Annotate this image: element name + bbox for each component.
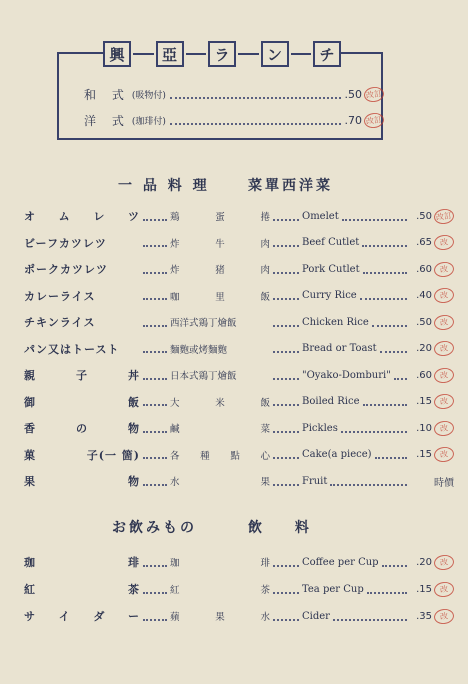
item-name-jp-part: 親 <box>24 369 36 382</box>
revision-stamp: 改 <box>433 446 455 464</box>
leader-dots <box>375 450 407 459</box>
item-name-alt-part: 牛 <box>215 238 225 250</box>
leader-dots <box>382 558 407 567</box>
item-name-jp-part: レ <box>93 210 106 223</box>
item-name-jp <box>24 314 140 330</box>
item-name-alt-part: 炸 <box>170 265 180 276</box>
item-name-jp-part: 香 <box>24 422 36 435</box>
item-name-alt <box>170 474 270 488</box>
item-name-alt-part: 紅 <box>170 585 180 596</box>
item-name-alt <box>170 209 270 223</box>
item-name-jp-part: オ <box>24 210 36 223</box>
item-name-alt <box>170 262 270 276</box>
item-name-alt-part: 咖 <box>170 291 180 303</box>
item-name-jp <box>24 394 140 410</box>
item-price <box>410 582 454 597</box>
item-price <box>410 288 454 303</box>
drinks-heading: お飲みもの <box>112 520 197 536</box>
leader-dots <box>273 371 299 380</box>
item-name-alt <box>170 342 270 356</box>
item-price-value: .10 <box>416 422 432 434</box>
item-name-alt-part: 蛋 <box>215 212 225 223</box>
item-name-alt <box>170 368 270 382</box>
leader-dots <box>362 238 407 247</box>
set-price: .50 <box>344 87 362 101</box>
revision-stamp: 改 <box>433 260 455 278</box>
leader-dots <box>273 424 299 433</box>
menu-item-row <box>24 260 454 278</box>
item-name-jp <box>24 288 140 304</box>
item-name-alt-part: 飯 <box>260 397 270 409</box>
item-name-alt-part: 肉 <box>260 238 270 250</box>
item-name-alt-part: 日本式鶏丁燴飯 <box>170 371 237 382</box>
leader-dots <box>380 344 407 353</box>
item-name-jp <box>24 554 140 570</box>
item-price-value: .50 <box>416 316 432 328</box>
revision-stamp: 改訂 <box>363 111 385 129</box>
item-name-jp-part: パン又はトースト <box>24 342 120 356</box>
item-name-alt <box>170 289 270 303</box>
leader-dots <box>273 612 299 621</box>
title-dash <box>186 53 207 55</box>
item-name-en: Bread or Toast <box>302 343 377 354</box>
item-name-alt-part: 鹹 <box>170 424 180 435</box>
menu-item-row <box>24 340 454 358</box>
item-name-en: Beef Cutlet <box>302 237 360 248</box>
item-name-en: Curry Rice <box>302 290 357 301</box>
item-price <box>410 262 454 277</box>
title-char: 興 <box>103 41 131 67</box>
leader-dots <box>143 397 167 406</box>
item-name-en: Cake(a piece) <box>302 449 372 460</box>
leader-dots <box>273 477 299 486</box>
item-name-alt-part: 果 <box>215 612 225 623</box>
a-la-carte-heading-alt: 菜單西洋菜 <box>248 178 333 194</box>
item-price <box>410 447 454 462</box>
item-name-alt-part: 鶏 <box>170 212 180 223</box>
item-price <box>410 421 454 436</box>
item-name-alt <box>170 236 270 250</box>
item-price-value: .35 <box>416 610 432 622</box>
item-name-alt-part: 飯 <box>260 291 270 303</box>
item-name-jp <box>24 447 140 463</box>
item-name-jp-part: 物 <box>128 475 140 488</box>
leader-dots <box>333 612 407 621</box>
item-name-jp-part: ポークカツレツ <box>24 263 108 276</box>
revision-stamp: 改訂 <box>363 85 385 103</box>
set-note: (珈琲付) <box>131 116 166 127</box>
item-name-alt <box>170 582 270 596</box>
item-price-value: .15 <box>416 583 432 595</box>
item-price-value: .40 <box>416 290 432 301</box>
item-name-jp <box>24 473 140 489</box>
item-name-jp <box>24 608 140 624</box>
leader-dots <box>273 212 299 221</box>
menu-item-row <box>24 446 454 464</box>
leader-dots <box>273 265 299 274</box>
leader-dots <box>143 291 167 300</box>
item-name-jp-part: 琲 <box>128 556 140 569</box>
item-name-jp-part: ダ <box>93 610 106 623</box>
item-name-en: Chicken Rice <box>302 316 369 328</box>
item-price-value: .60 <box>416 369 432 381</box>
menu-item-row <box>24 287 454 305</box>
leader-dots <box>143 238 167 247</box>
revision-stamp: 改 <box>433 393 455 411</box>
item-price <box>410 209 454 224</box>
item-name-en: Boiled Rice <box>302 396 360 407</box>
item-name-en: Coffee per Cup <box>302 556 379 568</box>
drinks-heading-alt: 飲 料 <box>248 520 323 536</box>
item-name-alt-part: 猪 <box>215 265 225 276</box>
item-name-alt-part: 炸 <box>170 238 180 250</box>
item-name-jp-part: 飯 <box>128 395 140 409</box>
item-name-alt-part: 珈 <box>170 558 180 569</box>
item-price-value: 時價 <box>434 477 454 489</box>
leader-dots <box>170 89 341 99</box>
item-name-jp <box>24 581 140 597</box>
leader-dots <box>143 344 167 353</box>
leader-dots <box>372 318 407 327</box>
item-name-alt-part: 蘋 <box>170 612 180 623</box>
menu-item-row <box>24 313 454 331</box>
item-price-value: .65 <box>416 237 432 248</box>
leader-dots <box>143 585 167 594</box>
item-name-alt-part: 菜 <box>260 424 270 435</box>
title-char: チ <box>313 41 341 67</box>
item-name-alt-part: 里 <box>215 291 225 303</box>
revision-stamp: 改 <box>433 580 455 598</box>
leader-dots <box>143 318 167 327</box>
revision-stamp: 改訂 <box>433 207 455 225</box>
item-name-alt-part: 米 <box>215 397 225 409</box>
title-char: ラ <box>208 41 236 67</box>
item-price <box>410 394 454 409</box>
leader-dots <box>143 477 167 486</box>
set-name: 和 式 <box>84 87 130 102</box>
leader-dots <box>330 477 407 486</box>
item-name-jp <box>24 235 140 251</box>
item-name-alt <box>170 421 270 435</box>
item-name-alt-part: 水 <box>170 477 180 488</box>
item-name-alt-part: 肉 <box>260 265 270 276</box>
title-dash <box>133 53 154 55</box>
set-note: (吸物付) <box>131 90 166 101</box>
menu-item-row <box>24 553 454 571</box>
item-name-jp-part: チキンライス <box>24 316 96 329</box>
item-name-jp-part: 珈 <box>24 556 36 569</box>
revision-stamp: 改 <box>433 313 455 331</box>
item-name-alt-part: 各 <box>170 450 180 462</box>
menu-item-row <box>24 472 454 490</box>
item-name-en: "Oyako-Domburi" <box>302 369 391 381</box>
leader-dots <box>363 397 407 406</box>
item-name-alt-part: 點 <box>230 450 240 462</box>
item-name-jp-part: 御 <box>24 395 36 409</box>
item-price-value: .60 <box>416 263 432 275</box>
leader-dots <box>273 397 299 406</box>
item-name-alt <box>170 395 270 409</box>
revision-stamp: 改 <box>433 366 455 384</box>
revision-stamp: 改 <box>433 287 455 305</box>
item-name-jp <box>24 367 140 383</box>
title-char: 亞 <box>156 41 184 67</box>
item-name-alt <box>170 448 270 462</box>
leader-dots <box>170 115 341 125</box>
leader-dots <box>143 558 167 567</box>
leader-dots <box>273 585 299 594</box>
item-name-alt <box>170 555 270 569</box>
item-price-value: .15 <box>416 449 432 460</box>
leader-dots <box>363 265 407 274</box>
leader-dots <box>273 291 299 300</box>
item-name-en: Cider <box>302 610 330 622</box>
item-price-value: .50 <box>416 210 432 222</box>
item-name-en: Fruit <box>302 475 328 487</box>
item-name-alt-part: 心 <box>260 450 270 462</box>
item-name-jp-part: 物 <box>128 422 140 435</box>
revision-stamp: 改 <box>433 234 455 252</box>
item-price <box>410 341 454 356</box>
leader-dots <box>273 344 299 353</box>
item-price <box>410 609 454 624</box>
revision-stamp: 改 <box>433 419 455 437</box>
menu-item-row <box>24 580 454 598</box>
item-name-jp-part: 丼 <box>128 369 140 382</box>
lunch-set-row <box>84 85 384 103</box>
menu-item-row <box>24 207 454 225</box>
item-name-alt <box>170 609 270 623</box>
leader-dots <box>143 424 167 433</box>
leader-dots <box>273 238 299 247</box>
item-name-jp-part: 紅 <box>24 583 36 596</box>
menu-item-row <box>24 234 454 252</box>
leader-dots <box>367 585 407 594</box>
leader-dots <box>273 318 299 327</box>
item-name-jp <box>24 341 140 357</box>
item-name-alt-part: 水 <box>260 612 270 623</box>
leader-dots <box>341 424 407 433</box>
item-price <box>410 555 454 570</box>
leader-dots <box>143 371 167 380</box>
leader-dots <box>143 212 167 221</box>
menu-item-row <box>24 393 454 411</box>
item-name-jp-part: 子(一 箇) <box>86 448 140 462</box>
item-name-jp-part: 菓 <box>24 448 36 462</box>
item-name-jp-part: ー <box>127 610 140 623</box>
leader-dots <box>342 212 407 221</box>
a-la-carte-heading: 一 品 料 理 <box>118 178 210 194</box>
menu-item-row <box>24 419 454 437</box>
lunch-title <box>103 39 341 69</box>
item-name-alt-part: 果 <box>260 477 270 488</box>
set-name: 洋 式 <box>84 113 130 128</box>
item-name-jp-part: ツ <box>127 210 140 223</box>
item-name-en: Tea per Cup <box>302 583 364 595</box>
revision-stamp: 改 <box>433 340 455 358</box>
item-name-jp-part: 果 <box>24 475 36 488</box>
item-price-value: .15 <box>416 396 432 407</box>
item-price-value: .20 <box>416 556 432 568</box>
item-name-alt-part: 捲 <box>260 212 270 223</box>
leader-dots <box>143 450 167 459</box>
leader-dots <box>273 450 299 459</box>
menu-item-row <box>24 607 454 625</box>
item-name-jp-part: ビーフカツレツ <box>24 236 107 250</box>
menu-item-row <box>24 366 454 384</box>
item-name-en: Pork Cutlet <box>302 263 360 275</box>
leader-dots <box>143 612 167 621</box>
item-price-value: .20 <box>416 343 432 354</box>
leader-dots <box>394 371 407 380</box>
revision-stamp: 改 <box>433 607 455 625</box>
item-name-jp-part: ム <box>58 210 71 223</box>
item-name-jp-part: イ <box>58 610 71 623</box>
item-name-alt-part: 西洋式鶏丁燴飯 <box>170 318 237 329</box>
item-name-jp-part: の <box>76 422 88 435</box>
item-name-en: Pickles <box>302 422 338 434</box>
item-name-jp-part: 子 <box>76 369 88 382</box>
item-price <box>410 235 454 250</box>
item-price <box>410 368 454 383</box>
title-dash <box>238 53 259 55</box>
item-name-jp-part: サ <box>24 610 36 623</box>
item-name-jp <box>24 420 140 436</box>
item-price <box>410 315 454 330</box>
item-name-alt-part: 茶 <box>260 585 270 596</box>
item-name-jp-part: カレーライス <box>24 289 96 303</box>
item-name-jp-part: 茶 <box>128 583 140 596</box>
item-name-alt-part: 麵麭或烤麵麭 <box>170 344 228 356</box>
item-name-jp <box>24 261 140 277</box>
item-name-alt <box>170 315 270 329</box>
leader-dots <box>143 265 167 274</box>
revision-stamp: 改 <box>433 553 455 571</box>
title-dash <box>291 53 312 55</box>
item-name-alt-part: 大 <box>170 397 180 409</box>
item-price <box>410 474 454 489</box>
item-name-alt-part: 種 <box>200 450 210 462</box>
item-name-en: Omelet <box>302 210 339 222</box>
leader-dots <box>273 558 299 567</box>
leader-dots <box>360 291 407 300</box>
lunch-set-row <box>84 111 384 129</box>
item-name-alt-part: 琲 <box>260 558 270 569</box>
item-name-jp <box>24 208 140 224</box>
title-char: ン <box>261 41 289 67</box>
set-price: .70 <box>344 113 362 127</box>
